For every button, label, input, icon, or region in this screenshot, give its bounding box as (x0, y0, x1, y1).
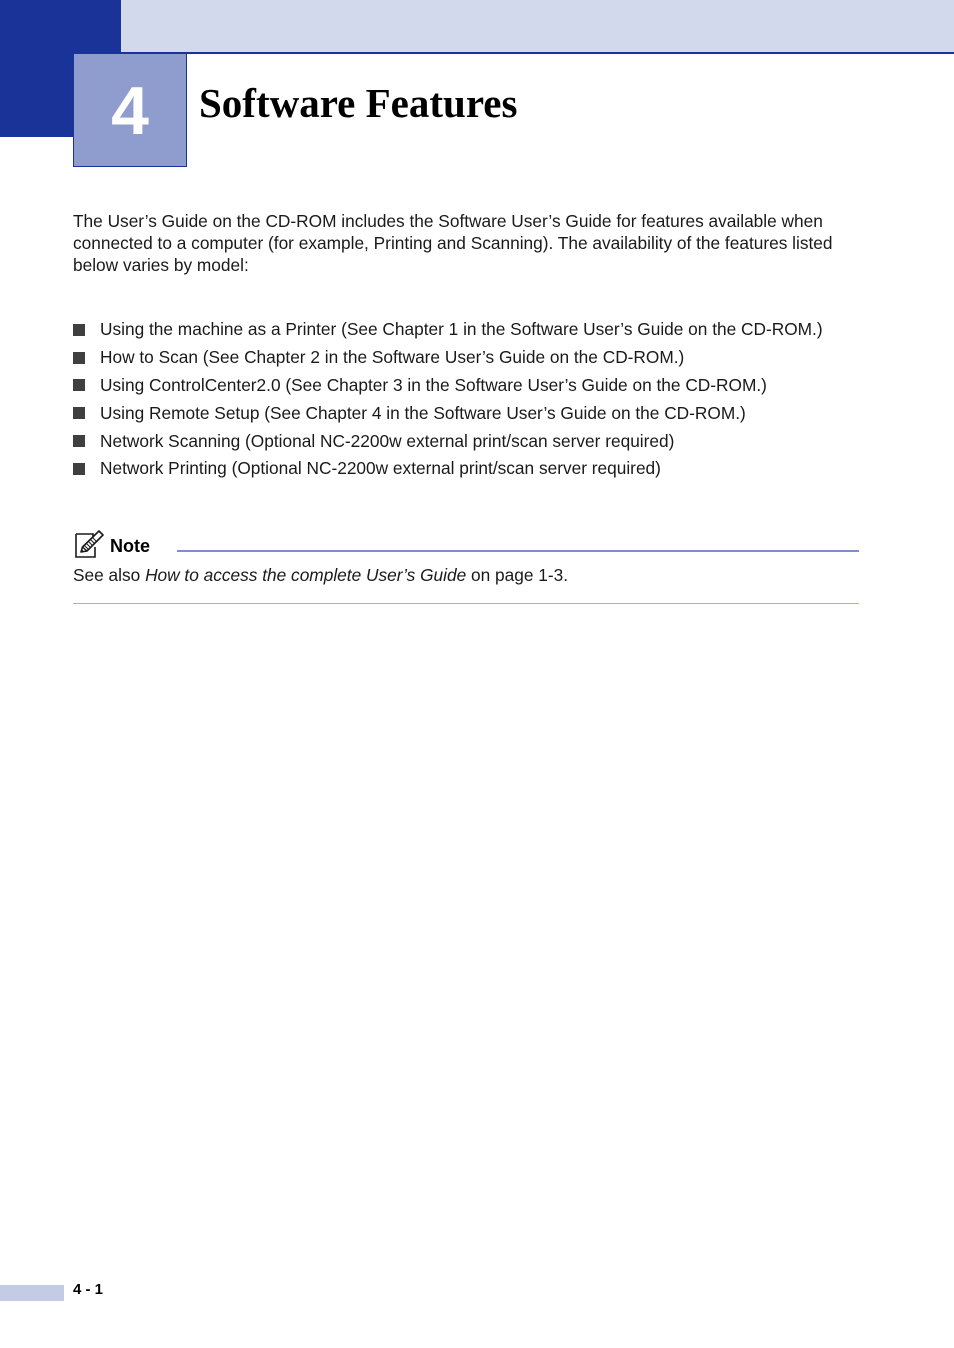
bullet-square-icon (73, 324, 85, 336)
page-number: 4 - 1 (73, 1281, 104, 1298)
list-item (73, 455, 893, 483)
note-guide-reference: How to access the complete User’s Guide (145, 565, 467, 585)
feature-list (73, 316, 893, 483)
note-rule (177, 550, 859, 552)
bullet-square-icon (73, 379, 85, 391)
note-text (73, 564, 568, 586)
header-light-band (121, 0, 954, 52)
list-item (73, 344, 893, 372)
note-label: Note (110, 536, 150, 556)
footer-bar (0, 1285, 64, 1301)
header-rule (121, 52, 954, 54)
list-item (73, 427, 893, 455)
bullet-square-icon (73, 463, 85, 475)
intro-paragraph: The User’s Guide on the CD-ROM includes the Software User’s Guide for features available when connected to a computer (for example, Printing and Scanning). The availability of the features listed below varies by model: (73, 211, 833, 275)
note-pencil-icon (73, 529, 105, 559)
list-item (73, 399, 893, 427)
bullet-square-icon (73, 407, 85, 419)
list-item-text: Network Printing (Optional NC-2200w external print/scan server required) (100, 458, 661, 479)
list-item-text: Using Remote Setup (See Chapter 4 in the Software User’s Guide on the CD-ROM.) (100, 402, 746, 423)
list-item-text: Using ControlCenter2.0 (See Chapter 3 in the Software User’s Guide on the CD-ROM.) (100, 374, 767, 395)
note-bottom-rule (73, 603, 859, 604)
note-text-after: on page 1-3. (466, 565, 569, 585)
chapter-number: 4 (111, 73, 149, 149)
list-item-text: Network Scanning (Optional NC-2200w external print/scan server required) (100, 430, 675, 451)
bullet-square-icon (73, 435, 85, 447)
bullet-square-icon (73, 352, 85, 364)
list-item (73, 372, 893, 400)
list-item (73, 316, 893, 344)
chapter-number-box (73, 53, 187, 167)
page-title: Software Features (199, 80, 518, 126)
list-item-text: How to Scan (See Chapter 2 in the Software User’s Guide on the CD-ROM.) (100, 347, 685, 368)
list-item-text: Using the machine as a Printer (See Chapter 1 in the Software User’s Guide on the CD-ROM.) (100, 319, 823, 340)
note-text-before: See also (73, 565, 146, 585)
